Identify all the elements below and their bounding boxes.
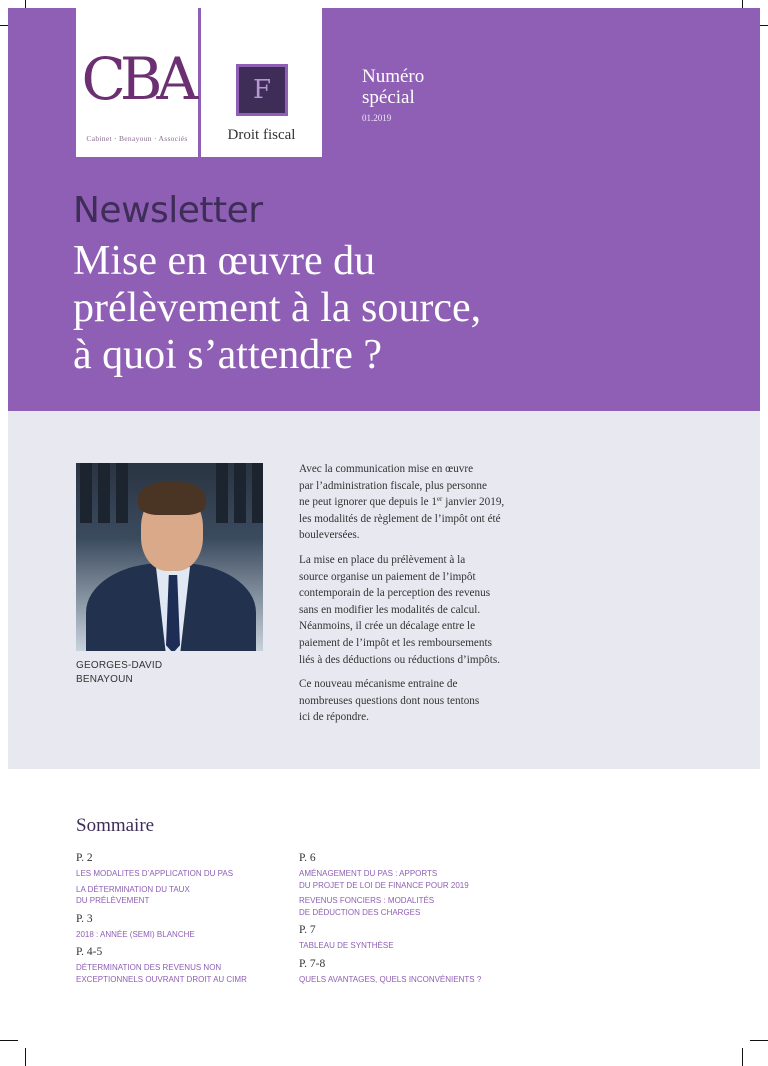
toc-item[interactable]: TABLEAU DE SYNTHÈSE <box>299 941 394 950</box>
intro-paragraph-1 <box>299 461 549 544</box>
crop-mark <box>742 1048 743 1066</box>
toc-item[interactable]: LA DÉTERMINATION DU TAUX DU PRÉLÈVEMENT <box>76 884 190 905</box>
firm-logo <box>76 8 198 157</box>
shelf-decor <box>80 463 92 523</box>
toc-page-number: P. 3 <box>76 912 93 925</box>
toc-item[interactable]: 2018 : ANNÉE (SEMI) BLANCHE <box>76 929 195 939</box>
issue-line-1: Numéro <box>362 66 425 87</box>
intro-p1-sup: er <box>436 495 443 504</box>
toc-page-number: P. 7-8 <box>299 957 326 970</box>
newsletter-kicker: Newsletter <box>73 190 263 231</box>
author-name <box>76 659 162 687</box>
toc-page-number: P. 7 <box>299 924 316 936</box>
toc-column-right <box>299 846 514 989</box>
category-tag <box>201 8 322 157</box>
logo-mark: CBA <box>81 45 193 113</box>
crop-mark <box>25 1048 26 1066</box>
shelf-decor <box>252 463 263 523</box>
intro-p1-start: Avec la communication mise en œuvre par l’administration fiscale, plus personne ne peut ignorer que depuis le 1 <box>299 463 487 509</box>
portrait-hair <box>138 481 206 515</box>
issue-label <box>362 66 424 108</box>
intro-paragraph-2: La mise en place du prélèvement à la source organise un paiement de l’impôt contemporain de la perception des revenus sans en modifier les modalités de calcul. Néanmoins, il crée un décalage entre le paiement de l’impôt et les remboursements liés à des déductions ou réductions d’impôts. <box>299 553 501 666</box>
category-letter: F <box>236 64 288 116</box>
shelf-decor <box>98 463 110 523</box>
intro-p1-end: janvier 2019, les modalités de règlement de l’impôt ont été bouleversées. <box>299 496 505 542</box>
toc-item[interactable]: DÉTERMINATION DES REVENUS NON EXCEPTIONNELS OUVRANT DROIT AU CIMR <box>76 963 247 984</box>
crop-mark <box>750 1040 768 1041</box>
toc-page-number: P. 6 <box>299 852 316 864</box>
toc-item[interactable]: AMÉNAGEMENT DU PAS : APPORTS DU PROJET DE LOI DE FINANCE POUR 2019 <box>299 869 469 890</box>
intro-paragraph-3: Ce nouveau mécanisme entraine de nombreuses questions dont nous tentons ici de répondre. <box>299 678 480 724</box>
logo-subtitle: Cabinet · Benayoun · Associés <box>86 134 188 143</box>
sommaire-title: Sommaire <box>76 815 155 836</box>
title-line-1: Mise en œuvre du <box>73 238 376 284</box>
toc-item[interactable]: REVENUS FONCIERS : MODALITÉS DE DÉDUCTION DES CHARGES <box>299 896 435 917</box>
author-photo <box>76 463 263 651</box>
title-line-3: à quoi s’attendre ? <box>73 332 383 378</box>
author-name-line-2: BENAYOUN <box>76 674 133 685</box>
toc-page-number: P. 4-5 <box>76 946 103 958</box>
toc-item[interactable]: LES MODALITES D’APPLICATION DU PAS <box>76 869 234 878</box>
intro-text <box>299 461 549 734</box>
issue-date: 01.2019 <box>362 113 392 123</box>
shelf-decor <box>116 463 128 523</box>
page-title <box>73 238 673 379</box>
toc-item[interactable]: QUELS AVANTAGES, QUELS INCONVÉNIENTS ? <box>299 974 482 984</box>
crop-mark <box>0 1040 18 1041</box>
title-line-2: prélèvement à la source, <box>73 285 482 331</box>
shelf-decor <box>234 463 246 523</box>
shelf-decor <box>216 463 228 523</box>
issue-line-2: spécial <box>362 87 415 108</box>
toc-column-left <box>76 846 291 989</box>
category-label: Droit fiscal <box>227 127 296 143</box>
toc-page-number: P. 2 <box>76 852 93 864</box>
author-name-line-1: GEORGES-DAVID <box>76 660 163 671</box>
